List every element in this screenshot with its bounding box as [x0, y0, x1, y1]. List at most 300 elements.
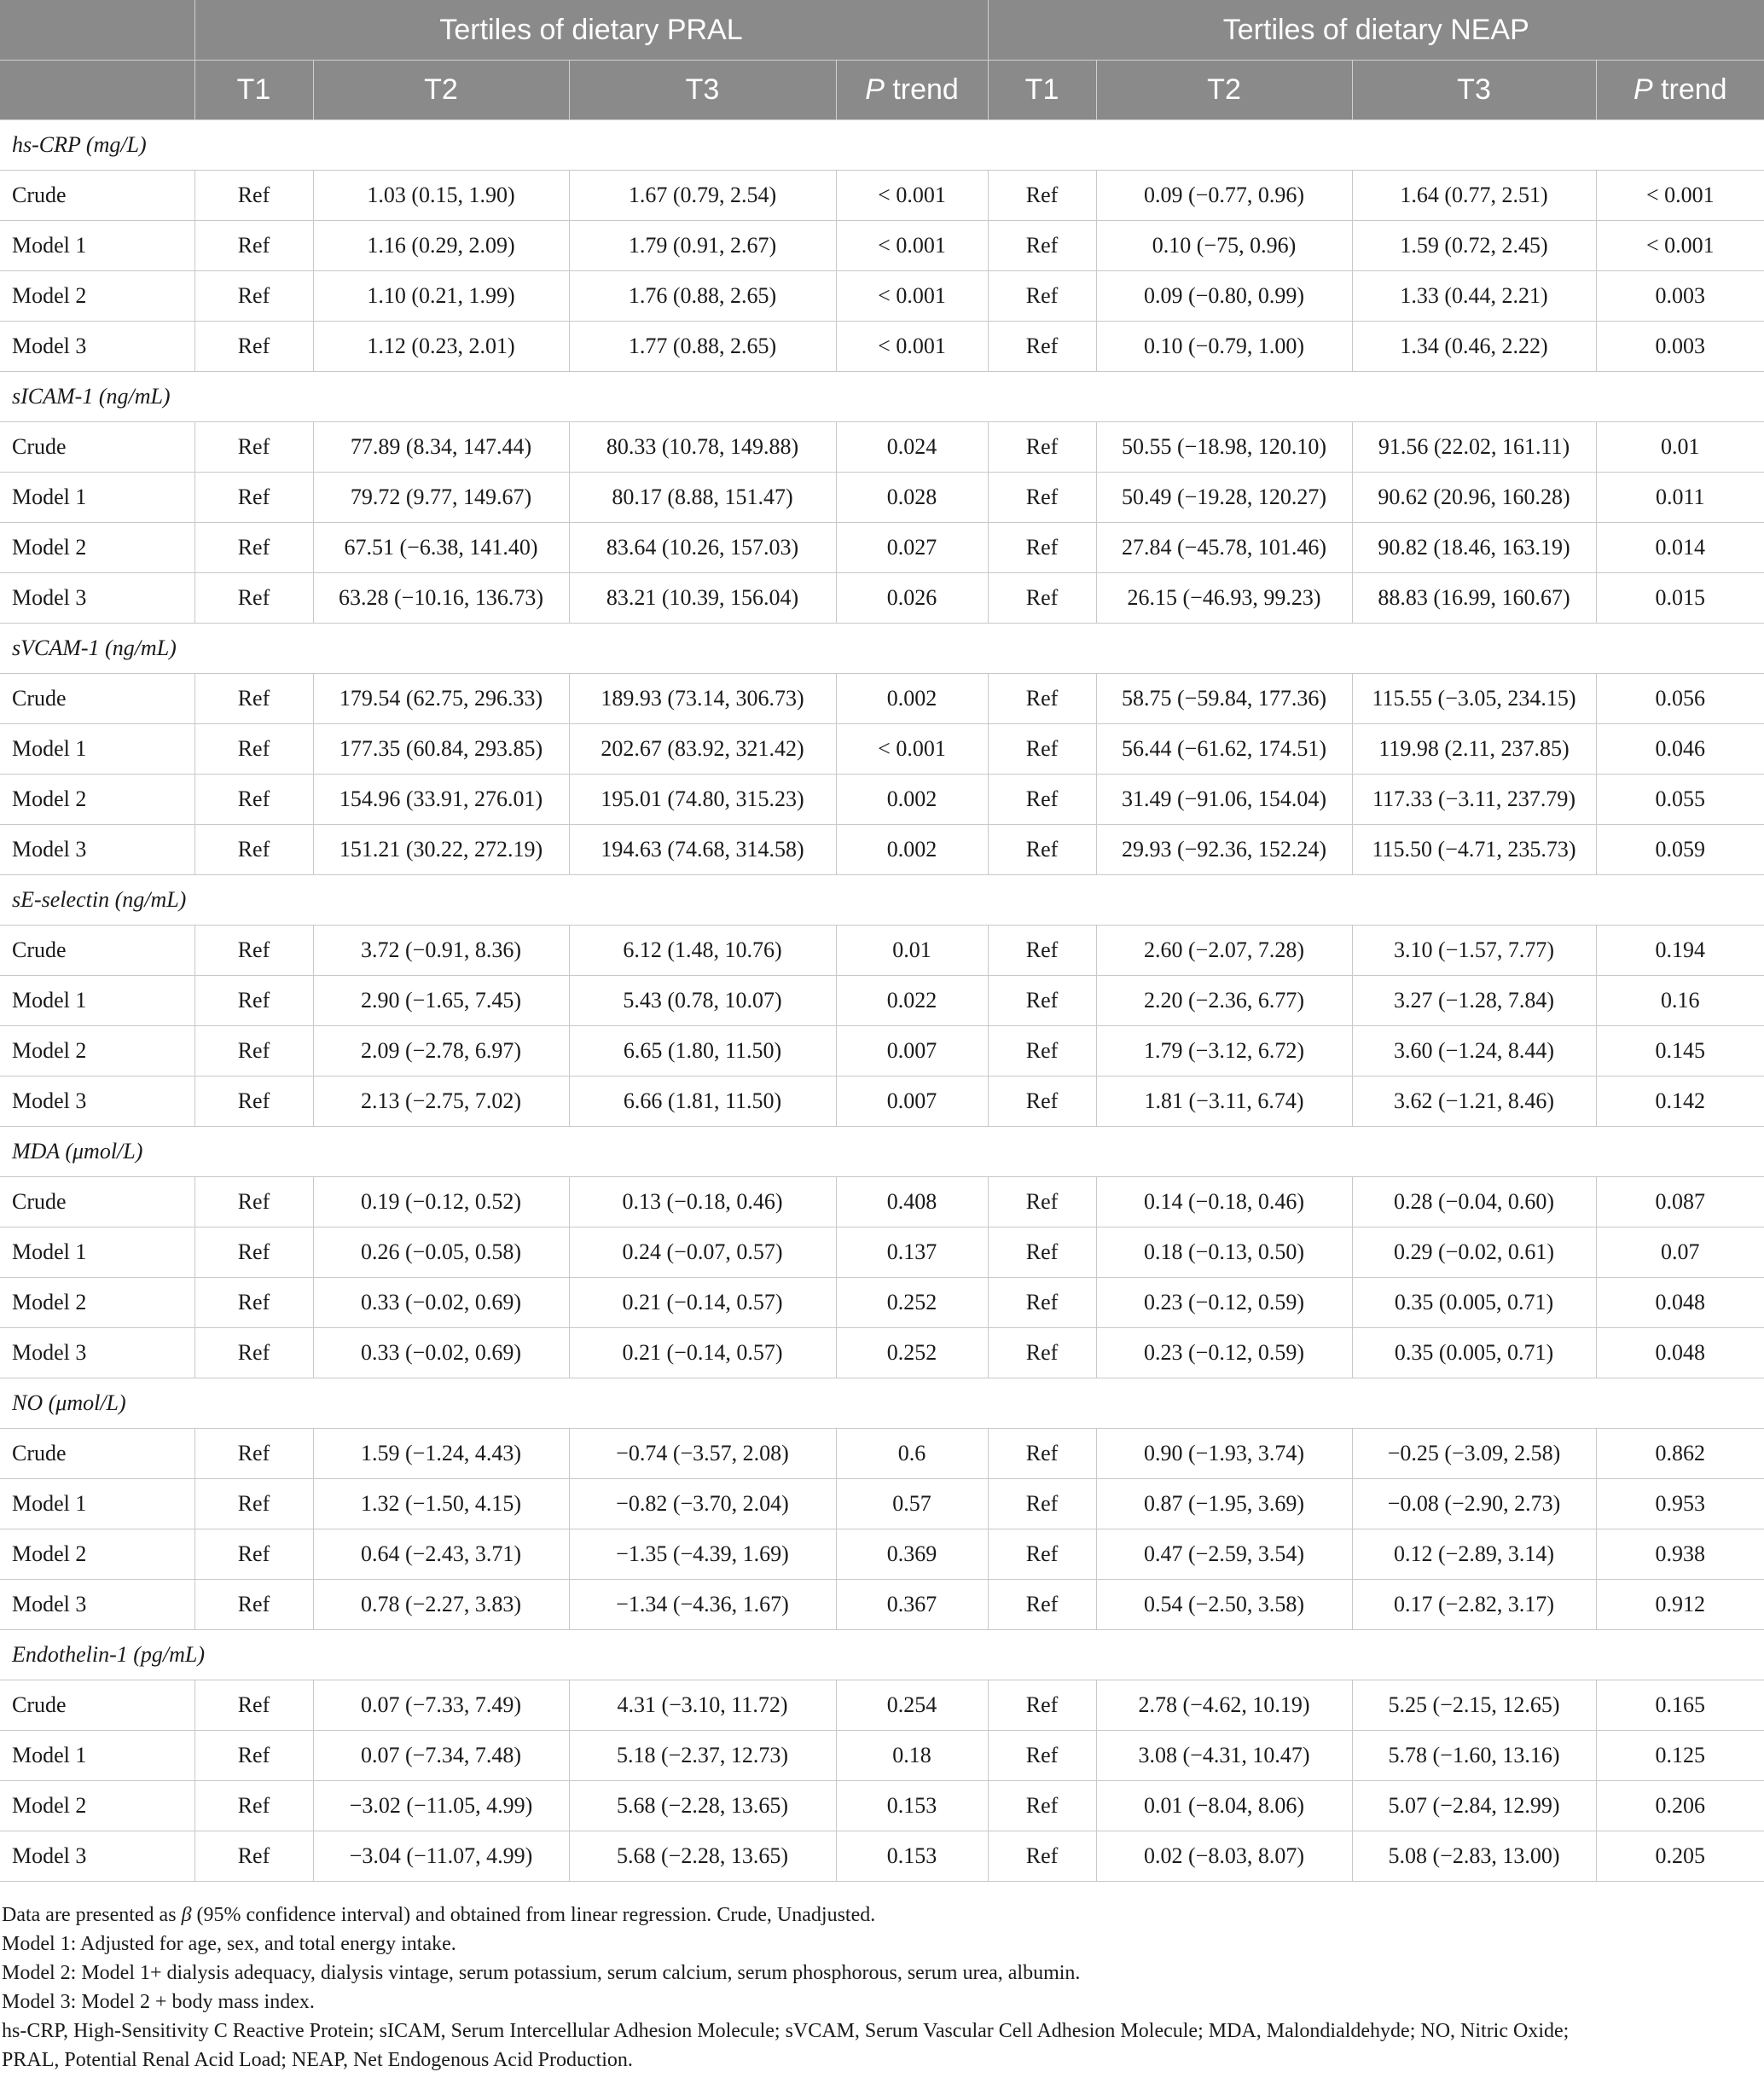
cell-neap-t1: Ref [988, 171, 1096, 221]
cell-neap-t1: Ref [988, 1429, 1096, 1479]
p-symbol: P [865, 73, 885, 106]
cell-model-label: Crude [0, 1177, 194, 1227]
cell-neap-t3: 0.35 (0.005, 0.71) [1352, 1278, 1596, 1328]
cell-pral-t1: Ref [194, 825, 313, 875]
cell-neap-t3: 5.78 (−1.60, 13.16) [1352, 1731, 1596, 1781]
cell-neap-p-trend: 0.046 [1596, 724, 1764, 775]
table-footnotes [0, 1901, 1764, 2075]
cell-neap-t2: 29.93 (−92.36, 152.24) [1096, 825, 1352, 875]
cell-pral-p-trend: 0.153 [836, 1831, 988, 1882]
cell-pral-t3: 6.12 (1.48, 10.76) [569, 926, 836, 976]
cell-pral-p-trend: 0.028 [836, 473, 988, 523]
cell-pral-p-trend: 0.024 [836, 422, 988, 473]
cell-pral-t1: Ref [194, 1781, 313, 1831]
header-neap-t2: T2 [1096, 61, 1352, 120]
cell-neap-t2: 0.02 (−8.03, 8.07) [1096, 1831, 1352, 1882]
header-corner-cell [0, 0, 194, 61]
cell-neap-p-trend: < 0.001 [1596, 171, 1764, 221]
cell-pral-t3: −1.35 (−4.39, 1.69) [569, 1529, 836, 1580]
header-group-neap: Tertiles of dietary NEAP [988, 0, 1764, 61]
cell-neap-p-trend: 0.142 [1596, 1077, 1764, 1127]
cell-pral-t2: 0.07 (−7.33, 7.49) [313, 1680, 569, 1731]
cell-pral-t2: 2.13 (−2.75, 7.02) [313, 1077, 569, 1127]
cell-model-label: Model 1 [0, 976, 194, 1026]
cell-model-label: Crude [0, 926, 194, 976]
cell-pral-p-trend: < 0.001 [836, 322, 988, 372]
table-row [0, 976, 1764, 1026]
cell-pral-t2: 177.35 (60.84, 293.85) [313, 724, 569, 775]
cell-pral-t2: 1.16 (0.29, 2.09) [313, 221, 569, 271]
table-row [0, 1227, 1764, 1278]
cell-neap-t1: Ref [988, 1479, 1096, 1529]
cell-pral-t3: 5.68 (−2.28, 13.65) [569, 1781, 836, 1831]
cell-neap-p-trend: 0.056 [1596, 674, 1764, 724]
cell-neap-t1: Ref [988, 221, 1096, 271]
table-row [0, 1580, 1764, 1630]
header-neap-p-trend [1596, 61, 1764, 120]
footnote-text: Data are presented as [2, 1904, 182, 1926]
cell-model-label: Model 2 [0, 523, 194, 573]
cell-neap-t2: 0.23 (−0.12, 0.59) [1096, 1278, 1352, 1328]
cell-model-label: Model 2 [0, 1026, 194, 1077]
cell-pral-t2: 1.32 (−1.50, 4.15) [313, 1479, 569, 1529]
cell-pral-t1: Ref [194, 1429, 313, 1479]
cell-pral-t3: 195.01 (74.80, 315.23) [569, 775, 836, 825]
cell-pral-t2: 3.72 (−0.91, 8.36) [313, 926, 569, 976]
cell-pral-t1: Ref [194, 724, 313, 775]
cell-neap-t1: Ref [988, 724, 1096, 775]
table-row [0, 422, 1764, 473]
cell-neap-p-trend: 0.912 [1596, 1580, 1764, 1630]
cell-pral-t3: 5.43 (0.78, 10.07) [569, 976, 836, 1026]
footnote-line-2: Model 1: Adjusted for age, sex, and total energy intake. [2, 1933, 456, 1955]
cell-neap-t3: 117.33 (−3.11, 237.79) [1352, 775, 1596, 825]
cell-pral-t2: 1.59 (−1.24, 4.43) [313, 1429, 569, 1479]
cell-pral-p-trend: 0.002 [836, 674, 988, 724]
cell-neap-t3: 91.56 (22.02, 161.11) [1352, 422, 1596, 473]
cell-pral-t2: 2.09 (−2.78, 6.97) [313, 1026, 569, 1077]
cell-neap-t3: 3.10 (−1.57, 7.77) [1352, 926, 1596, 976]
cell-pral-p-trend: 0.57 [836, 1479, 988, 1529]
cell-neap-t2: 1.79 (−3.12, 6.72) [1096, 1026, 1352, 1077]
cell-pral-t1: Ref [194, 1580, 313, 1630]
cell-pral-t3: 0.21 (−0.14, 0.57) [569, 1278, 836, 1328]
table-row [0, 573, 1764, 624]
cell-pral-t1: Ref [194, 221, 313, 271]
cell-neap-t1: Ref [988, 422, 1096, 473]
cell-pral-t1: Ref [194, 473, 313, 523]
cell-neap-t1: Ref [988, 1781, 1096, 1831]
cell-neap-t1: Ref [988, 473, 1096, 523]
header-pral-p-trend [836, 61, 988, 120]
cell-model-label: Model 1 [0, 724, 194, 775]
cell-pral-t1: Ref [194, 976, 313, 1026]
cell-pral-p-trend: 0.026 [836, 573, 988, 624]
cell-neap-t3: −0.08 (−2.90, 2.73) [1352, 1479, 1596, 1529]
table-row [0, 1781, 1764, 1831]
cell-neap-p-trend: 0.059 [1596, 825, 1764, 875]
cell-neap-t2: 0.47 (−2.59, 3.54) [1096, 1529, 1352, 1580]
cell-neap-p-trend: 0.206 [1596, 1781, 1764, 1831]
cell-neap-t2: 0.09 (−0.77, 0.96) [1096, 171, 1352, 221]
cell-model-label: Model 3 [0, 825, 194, 875]
cell-model-label: Model 3 [0, 1831, 194, 1882]
cell-pral-t3: 80.17 (8.88, 151.47) [569, 473, 836, 523]
cell-pral-t2: 0.78 (−2.27, 3.83) [313, 1580, 569, 1630]
cell-neap-t3: 5.08 (−2.83, 13.00) [1352, 1831, 1596, 1882]
cell-model-label: Model 1 [0, 473, 194, 523]
p-symbol: P [1633, 73, 1653, 106]
cell-neap-t1: Ref [988, 1529, 1096, 1580]
cell-pral-t2: 2.90 (−1.65, 7.45) [313, 976, 569, 1026]
cell-pral-t2: 179.54 (62.75, 296.33) [313, 674, 569, 724]
cell-pral-t1: Ref [194, 322, 313, 372]
trend-word: trend [884, 73, 959, 106]
cell-pral-t1: Ref [194, 1227, 313, 1278]
cell-pral-t2: 151.21 (30.22, 272.19) [313, 825, 569, 875]
table-header [0, 0, 1764, 120]
cell-pral-t1: Ref [194, 422, 313, 473]
cell-neap-t1: Ref [988, 1680, 1096, 1731]
table-row [0, 271, 1764, 322]
cell-pral-t3: 0.21 (−0.14, 0.57) [569, 1328, 836, 1378]
cell-pral-t1: Ref [194, 1278, 313, 1328]
table-row [0, 1026, 1764, 1077]
table-row [0, 926, 1764, 976]
cell-pral-t1: Ref [194, 1680, 313, 1731]
cell-neap-t1: Ref [988, 1580, 1096, 1630]
cell-neap-p-trend: 0.003 [1596, 322, 1764, 372]
cell-pral-t1: Ref [194, 573, 313, 624]
cell-model-label: Crude [0, 422, 194, 473]
cell-neap-t1: Ref [988, 926, 1096, 976]
cell-neap-p-trend: 0.938 [1596, 1529, 1764, 1580]
cell-neap-p-trend: 0.07 [1596, 1227, 1764, 1278]
table-row [0, 825, 1764, 875]
cell-model-label: Model 3 [0, 573, 194, 624]
cell-model-label: Crude [0, 674, 194, 724]
cell-pral-t2: 0.19 (−0.12, 0.52) [313, 1177, 569, 1227]
cell-pral-t2: 154.96 (33.91, 276.01) [313, 775, 569, 825]
footnote-line-5: hs-CRP, High-Sensitivity C Reactive Protein; sICAM, Serum Intercellular Adhesion Molecule; sVCAM, Serum Vascular Cell Adhesion Molecule; MDA, Malondialdehyde; NO, Nitric Oxide; [2, 2020, 1570, 2042]
cell-pral-t3: 5.68 (−2.28, 13.65) [569, 1831, 836, 1882]
cell-neap-t2: 0.10 (−75, 0.96) [1096, 221, 1352, 271]
cell-neap-t1: Ref [988, 1731, 1096, 1781]
cell-neap-t3: 90.62 (20.96, 160.28) [1352, 473, 1596, 523]
cell-pral-p-trend: 0.007 [836, 1077, 988, 1127]
cell-neap-t2: 31.49 (−91.06, 154.04) [1096, 775, 1352, 825]
cell-pral-t3: −1.34 (−4.36, 1.67) [569, 1580, 836, 1630]
table-row [0, 1731, 1764, 1781]
cell-neap-t2: 50.55 (−18.98, 120.10) [1096, 422, 1352, 473]
cell-model-label: Crude [0, 1680, 194, 1731]
cell-neap-p-trend: 0.003 [1596, 271, 1764, 322]
cell-model-label: Model 2 [0, 1529, 194, 1580]
cell-pral-p-trend: 0.002 [836, 775, 988, 825]
cell-pral-t3: 6.65 (1.80, 11.50) [569, 1026, 836, 1077]
cell-pral-p-trend: 0.252 [836, 1278, 988, 1328]
cell-pral-t3: 1.67 (0.79, 2.54) [569, 171, 836, 221]
cell-neap-t3: 1.34 (0.46, 2.22) [1352, 322, 1596, 372]
cell-model-label: Model 2 [0, 271, 194, 322]
cell-neap-t3: 0.28 (−0.04, 0.60) [1352, 1177, 1596, 1227]
cell-pral-t2: 0.26 (−0.05, 0.58) [313, 1227, 569, 1278]
cell-pral-t3: 0.13 (−0.18, 0.46) [569, 1177, 836, 1227]
table-row [0, 1328, 1764, 1378]
table-row [0, 1278, 1764, 1328]
table-row [0, 322, 1764, 372]
cell-pral-t2: −3.02 (−11.05, 4.99) [313, 1781, 569, 1831]
cell-pral-t3: 83.64 (10.26, 157.03) [569, 523, 836, 573]
cell-neap-p-trend: 0.087 [1596, 1177, 1764, 1227]
cell-pral-p-trend: 0.367 [836, 1580, 988, 1630]
cell-pral-t1: Ref [194, 674, 313, 724]
cell-pral-t2: 0.33 (−0.02, 0.69) [313, 1328, 569, 1378]
cell-pral-t1: Ref [194, 271, 313, 322]
cell-neap-t1: Ref [988, 1227, 1096, 1278]
cell-pral-p-trend: 0.18 [836, 1731, 988, 1781]
section-title: NO (μmol/L) [0, 1378, 1764, 1429]
cell-model-label: Crude [0, 171, 194, 221]
section-header-row [0, 372, 1764, 422]
cell-neap-t2: 50.49 (−19.28, 120.27) [1096, 473, 1352, 523]
cell-pral-t1: Ref [194, 523, 313, 573]
cell-neap-p-trend: 0.145 [1596, 1026, 1764, 1077]
cell-pral-t2: 1.03 (0.15, 1.90) [313, 171, 569, 221]
table-row [0, 1177, 1764, 1227]
cell-neap-t2: 2.60 (−2.07, 7.28) [1096, 926, 1352, 976]
cell-pral-t1: Ref [194, 1077, 313, 1127]
header-neap-t1: T1 [988, 61, 1096, 120]
cell-neap-t2: 26.15 (−46.93, 99.23) [1096, 573, 1352, 624]
cell-pral-p-trend: 0.01 [836, 926, 988, 976]
cell-neap-t1: Ref [988, 1278, 1096, 1328]
cell-pral-t3: 6.66 (1.81, 11.50) [569, 1077, 836, 1127]
cell-model-label: Model 2 [0, 1781, 194, 1831]
cell-neap-p-trend: 0.194 [1596, 926, 1764, 976]
cell-neap-t2: 1.81 (−3.11, 6.74) [1096, 1077, 1352, 1127]
cell-pral-t2: 67.51 (−6.38, 141.40) [313, 523, 569, 573]
section-header-row [0, 1127, 1764, 1177]
cell-pral-t3: 80.33 (10.78, 149.88) [569, 422, 836, 473]
section-header-row [0, 1630, 1764, 1680]
cell-neap-p-trend: 0.011 [1596, 473, 1764, 523]
cell-neap-t3: 3.60 (−1.24, 8.44) [1352, 1026, 1596, 1077]
cell-pral-p-trend: 0.027 [836, 523, 988, 573]
cell-neap-p-trend: 0.055 [1596, 775, 1764, 825]
cell-pral-t2: 63.28 (−10.16, 136.73) [313, 573, 569, 624]
cell-pral-t2: 77.89 (8.34, 147.44) [313, 422, 569, 473]
table-row [0, 1077, 1764, 1127]
trend-word: trend [1652, 73, 1727, 106]
cell-neap-t2: 0.54 (−2.50, 3.58) [1096, 1580, 1352, 1630]
footnote-line-4: Model 3: Model 2 + body mass index. [2, 1991, 315, 2013]
cell-pral-p-trend: < 0.001 [836, 171, 988, 221]
cell-pral-t3: 189.93 (73.14, 306.73) [569, 674, 836, 724]
cell-pral-t1: Ref [194, 1328, 313, 1378]
table-row [0, 1529, 1764, 1580]
cell-pral-t3: 1.76 (0.88, 2.65) [569, 271, 836, 322]
cell-pral-p-trend: 0.002 [836, 825, 988, 875]
cell-neap-t1: Ref [988, 1177, 1096, 1227]
cell-neap-t1: Ref [988, 825, 1096, 875]
cell-neap-t3: 0.35 (0.005, 0.71) [1352, 1328, 1596, 1378]
cell-pral-t3: −0.82 (−3.70, 2.04) [569, 1479, 836, 1529]
cell-neap-t1: Ref [988, 976, 1096, 1026]
cell-neap-p-trend: 0.048 [1596, 1278, 1764, 1328]
cell-neap-p-trend: < 0.001 [1596, 221, 1764, 271]
cell-neap-t1: Ref [988, 775, 1096, 825]
cell-pral-t2: 1.10 (0.21, 1.99) [313, 271, 569, 322]
cell-model-label: Model 1 [0, 1479, 194, 1529]
cell-neap-t2: 0.14 (−0.18, 0.46) [1096, 1177, 1352, 1227]
cell-pral-t2: 0.33 (−0.02, 0.69) [313, 1278, 569, 1328]
header-pral-t2: T2 [313, 61, 569, 120]
cell-model-label: Model 2 [0, 1278, 194, 1328]
cell-pral-p-trend: < 0.001 [836, 724, 988, 775]
section-header-row [0, 120, 1764, 171]
cell-neap-t3: −0.25 (−3.09, 2.58) [1352, 1429, 1596, 1479]
cell-neap-p-trend: 0.16 [1596, 976, 1764, 1026]
cell-neap-t3: 119.98 (2.11, 237.85) [1352, 724, 1596, 775]
cell-neap-p-trend: 0.125 [1596, 1731, 1764, 1781]
cell-pral-t1: Ref [194, 1479, 313, 1529]
cell-pral-p-trend: 0.369 [836, 1529, 988, 1580]
cell-pral-t3: 194.63 (74.68, 314.58) [569, 825, 836, 875]
cell-neap-t2: 0.90 (−1.93, 3.74) [1096, 1429, 1352, 1479]
cell-model-label: Model 1 [0, 1227, 194, 1278]
cell-neap-t2: 0.10 (−0.79, 1.00) [1096, 322, 1352, 372]
cell-neap-t2: 0.09 (−0.80, 0.99) [1096, 271, 1352, 322]
cell-neap-t1: Ref [988, 523, 1096, 573]
cell-pral-p-trend: 0.137 [836, 1227, 988, 1278]
cell-pral-t1: Ref [194, 1529, 313, 1580]
cell-pral-t1: Ref [194, 926, 313, 976]
table-row [0, 473, 1764, 523]
cell-pral-t3: 1.79 (0.91, 2.67) [569, 221, 836, 271]
cell-neap-t1: Ref [988, 1831, 1096, 1882]
cell-neap-t1: Ref [988, 1328, 1096, 1378]
section-header-row [0, 875, 1764, 926]
cell-neap-t2: 0.23 (−0.12, 0.59) [1096, 1328, 1352, 1378]
cell-pral-t3: 202.67 (83.92, 321.42) [569, 724, 836, 775]
cell-pral-p-trend: < 0.001 [836, 221, 988, 271]
cell-neap-t2: 0.87 (−1.95, 3.69) [1096, 1479, 1352, 1529]
cell-pral-t1: Ref [194, 171, 313, 221]
table-body [0, 120, 1764, 1882]
cell-neap-p-trend: 0.862 [1596, 1429, 1764, 1479]
table-row [0, 221, 1764, 271]
cell-neap-t3: 3.27 (−1.28, 7.84) [1352, 976, 1596, 1026]
cell-pral-p-trend: 0.252 [836, 1328, 988, 1378]
cell-pral-t2: 1.12 (0.23, 2.01) [313, 322, 569, 372]
footnote-line-6: PRAL, Potential Renal Acid Load; NEAP, Net Endogenous Acid Production. [2, 2049, 633, 2071]
cell-pral-t1: Ref [194, 1177, 313, 1227]
section-title: Endothelin-1 (pg/mL) [0, 1630, 1764, 1680]
cell-neap-p-trend: 0.014 [1596, 523, 1764, 573]
cell-neap-t2: 0.18 (−0.13, 0.50) [1096, 1227, 1352, 1278]
cell-pral-p-trend: 0.254 [836, 1680, 988, 1731]
section-title: sICAM-1 (ng/mL) [0, 372, 1764, 422]
footnote-text: (95% confidence interval) and obtained from linear regression. Crude, Unadjusted. [191, 1904, 876, 1926]
cell-neap-t3: 3.62 (−1.21, 8.46) [1352, 1077, 1596, 1127]
cell-pral-t1: Ref [194, 1731, 313, 1781]
cell-model-label: Model 3 [0, 1328, 194, 1378]
cell-neap-t1: Ref [988, 322, 1096, 372]
cell-model-label: Crude [0, 1429, 194, 1479]
table-row [0, 775, 1764, 825]
cell-neap-t3: 115.50 (−4.71, 235.73) [1352, 825, 1596, 875]
cell-model-label: Model 3 [0, 1580, 194, 1630]
cell-neap-t3: 0.17 (−2.82, 3.17) [1352, 1580, 1596, 1630]
header-neap-t3: T3 [1352, 61, 1596, 120]
cell-neap-t3: 88.83 (16.99, 160.67) [1352, 573, 1596, 624]
cell-model-label: Model 3 [0, 1077, 194, 1127]
cell-neap-t2: 56.44 (−61.62, 174.51) [1096, 724, 1352, 775]
cell-pral-t1: Ref [194, 1831, 313, 1882]
cell-pral-t2: 79.72 (9.77, 149.67) [313, 473, 569, 523]
cell-neap-p-trend: 0.205 [1596, 1831, 1764, 1882]
cell-neap-t2: 0.01 (−8.04, 8.06) [1096, 1781, 1352, 1831]
section-header-row [0, 624, 1764, 674]
table-row [0, 674, 1764, 724]
header-pral-t3: T3 [569, 61, 836, 120]
cell-pral-p-trend: < 0.001 [836, 271, 988, 322]
table-row [0, 171, 1764, 221]
cell-model-label: Model 2 [0, 775, 194, 825]
section-title: sE-selectin (ng/mL) [0, 875, 1764, 926]
cell-pral-t3: 83.21 (10.39, 156.04) [569, 573, 836, 624]
cell-neap-t3: 115.55 (−3.05, 234.15) [1352, 674, 1596, 724]
cell-pral-t3: 4.31 (−3.10, 11.72) [569, 1680, 836, 1731]
cell-pral-t2: 0.64 (−2.43, 3.71) [313, 1529, 569, 1580]
cell-neap-t3: 1.64 (0.77, 2.51) [1352, 171, 1596, 221]
cell-neap-t1: Ref [988, 271, 1096, 322]
cell-pral-t3: 5.18 (−2.37, 12.73) [569, 1731, 836, 1781]
cell-neap-t3: 5.07 (−2.84, 12.99) [1352, 1781, 1596, 1831]
cell-neap-p-trend: 0.048 [1596, 1328, 1764, 1378]
table-row [0, 1831, 1764, 1882]
cell-neap-p-trend: 0.953 [1596, 1479, 1764, 1529]
table-row [0, 523, 1764, 573]
cell-pral-p-trend: 0.408 [836, 1177, 988, 1227]
table-row [0, 724, 1764, 775]
table-row [0, 1479, 1764, 1529]
cell-neap-t3: 1.59 (0.72, 2.45) [1352, 221, 1596, 271]
cell-pral-t1: Ref [194, 1026, 313, 1077]
section-title: hs-CRP (mg/L) [0, 120, 1764, 171]
cell-neap-p-trend: 0.165 [1596, 1680, 1764, 1731]
cell-pral-p-trend: 0.153 [836, 1781, 988, 1831]
cell-neap-t2: 58.75 (−59.84, 177.36) [1096, 674, 1352, 724]
cell-neap-t3: 0.29 (−0.02, 0.61) [1352, 1227, 1596, 1278]
cell-pral-t3: 1.77 (0.88, 2.65) [569, 322, 836, 372]
cell-neap-t2: 27.84 (−45.78, 101.46) [1096, 523, 1352, 573]
footnote-line-1 [2, 1901, 1764, 1930]
cell-model-label: Model 1 [0, 1731, 194, 1781]
cell-neap-t3: 1.33 (0.44, 2.21) [1352, 271, 1596, 322]
cell-pral-t2: 0.07 (−7.34, 7.48) [313, 1731, 569, 1781]
cell-pral-t3: −0.74 (−3.57, 2.08) [569, 1429, 836, 1479]
cell-neap-p-trend: 0.01 [1596, 422, 1764, 473]
cell-pral-p-trend: 0.022 [836, 976, 988, 1026]
cell-model-label: Model 1 [0, 221, 194, 271]
cell-neap-t2: 3.08 (−4.31, 10.47) [1096, 1731, 1352, 1781]
cell-pral-p-trend: 0.6 [836, 1429, 988, 1479]
header-pral-t1: T1 [194, 61, 313, 120]
footnote-line-3: Model 2: Model 1+ dialysis adequacy, dialysis vintage, serum potassium, serum calcium, serum phosphorous, serum urea, albumin. [2, 1962, 1081, 1984]
table-row [0, 1429, 1764, 1479]
